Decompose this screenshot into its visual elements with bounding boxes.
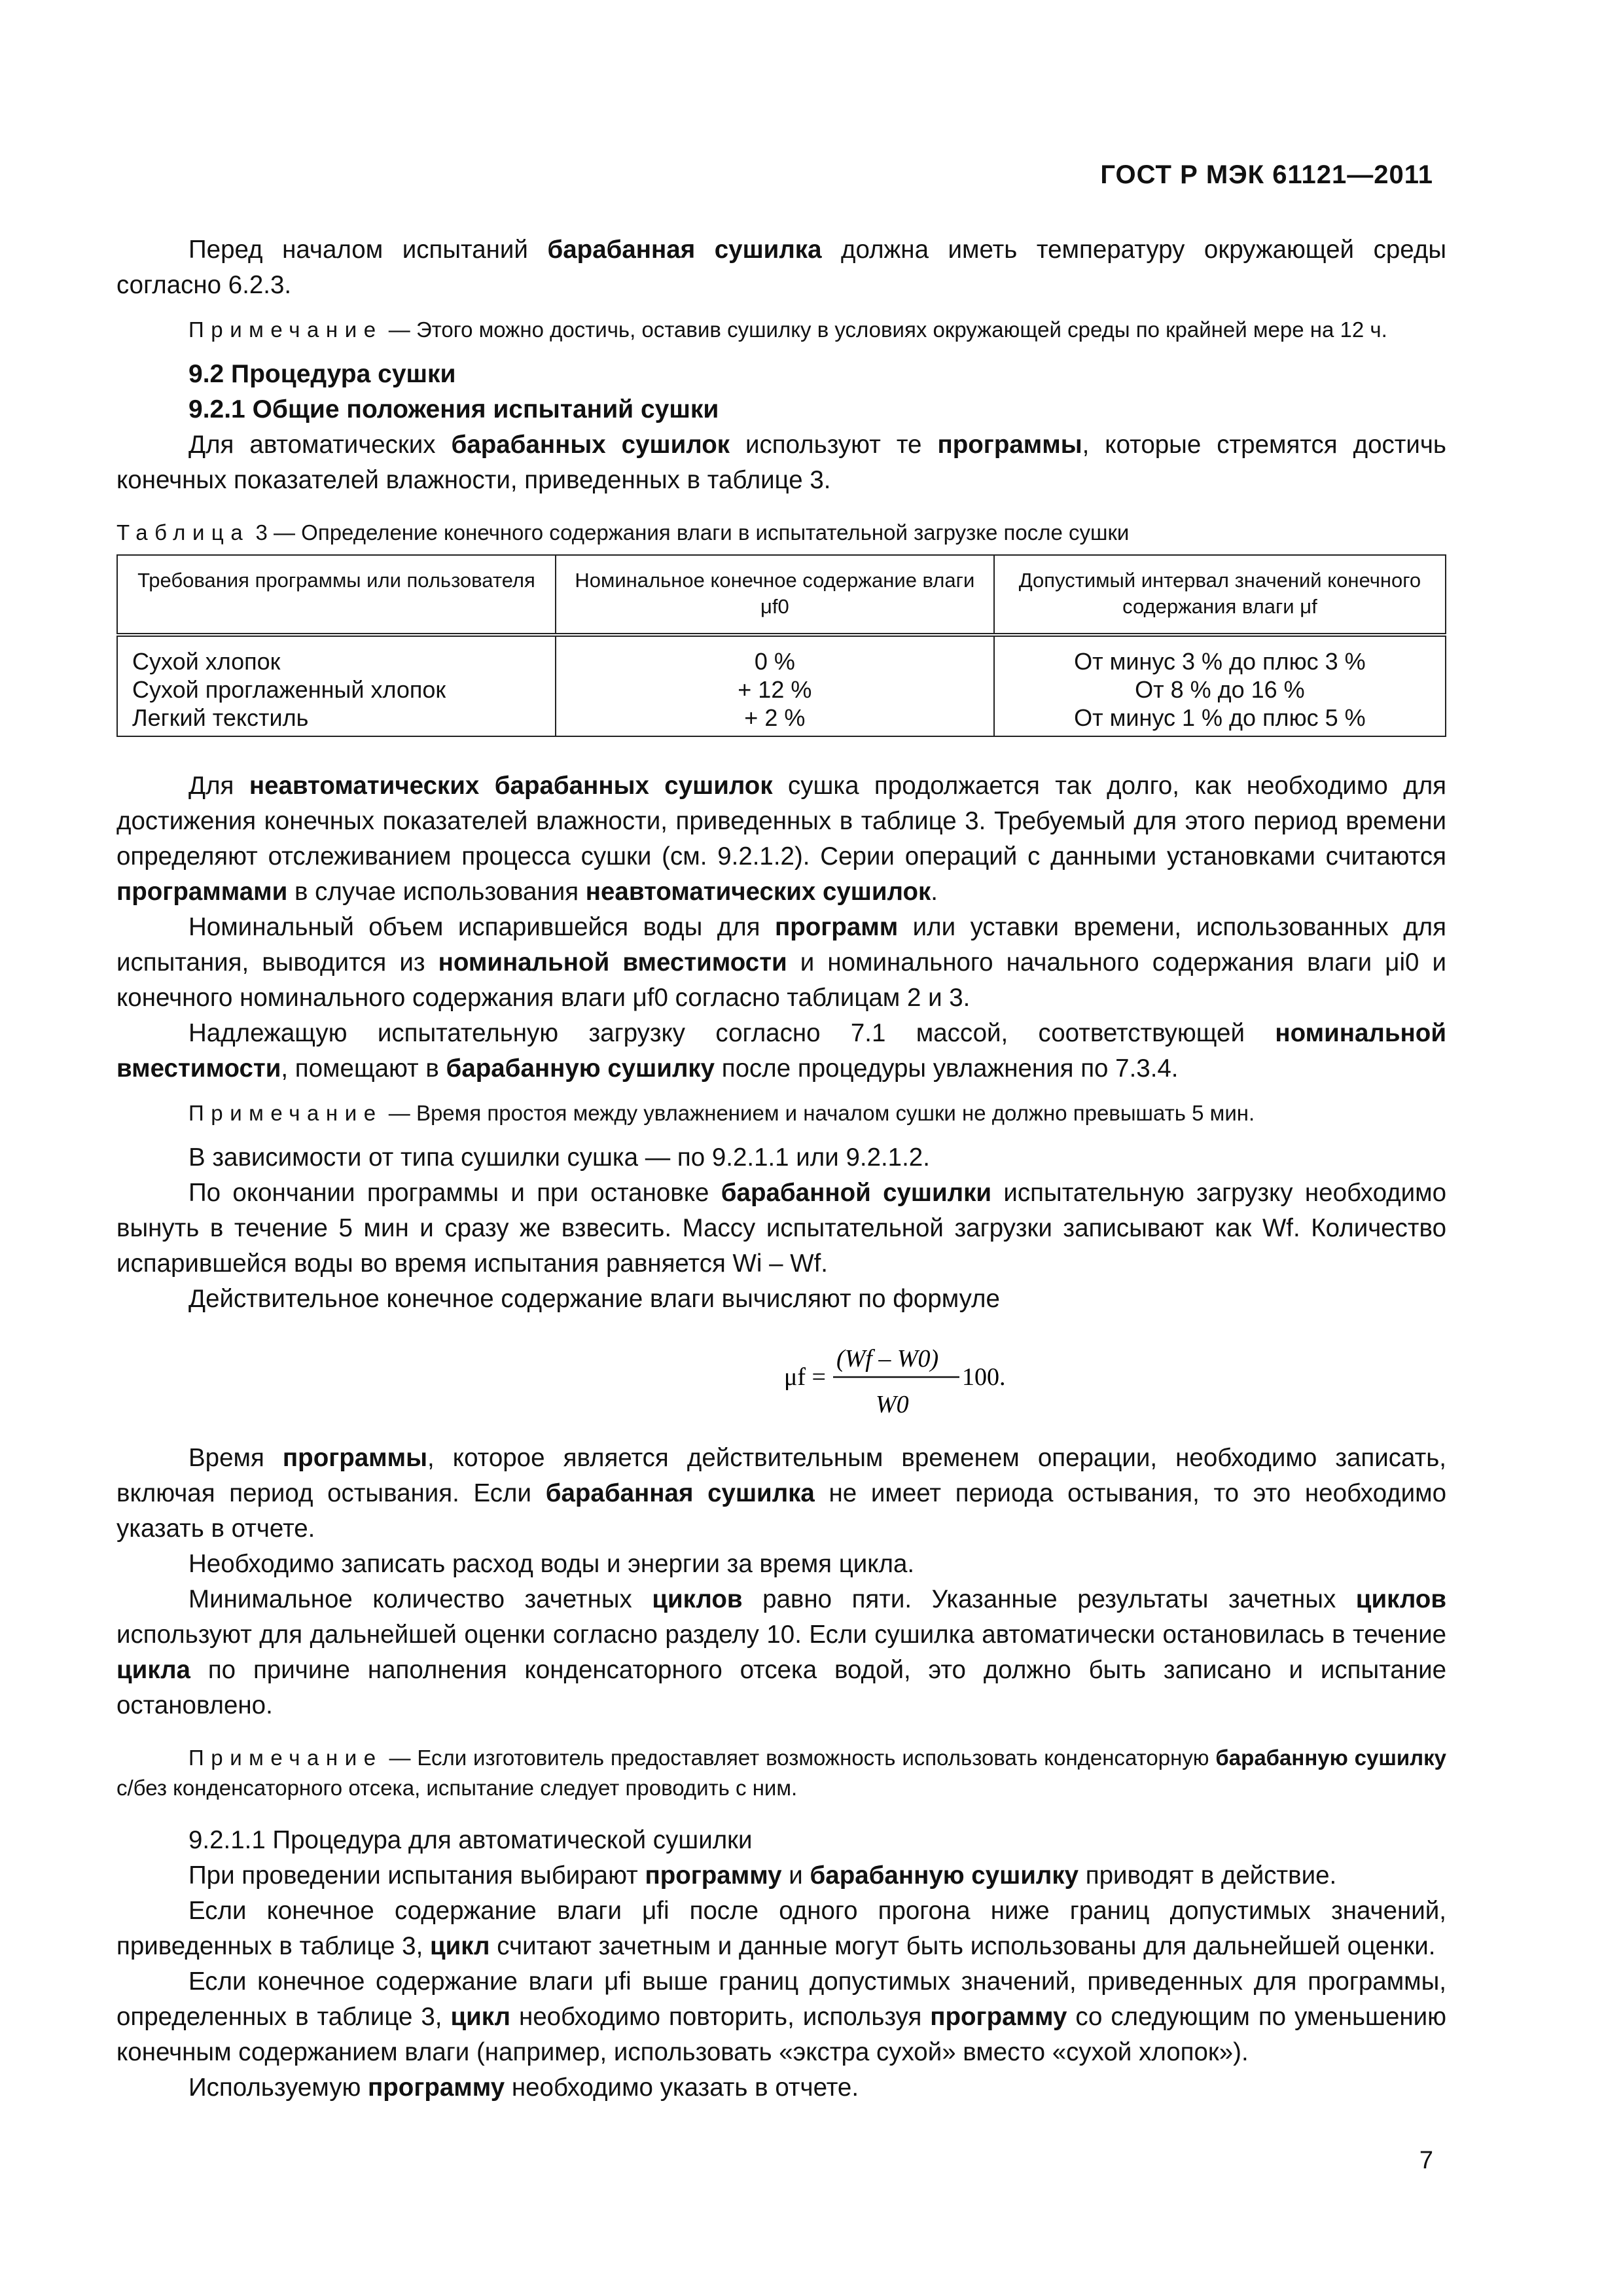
note: Примечание — Время простоя между увлажнением и началом сушки не должно превышать 5 мин. [188, 1101, 1255, 1125]
table-row: Легкий текстиль + 2 % От минус 1 % до плюс 5 % [117, 704, 1446, 736]
paragraph: Для автоматических барабанных сушилок используют те программы, которые стремятся достичь конечных показателей влажности, приведенных в таблице 3. [116, 431, 1446, 494]
subsection-heading: 9.2.1 Общие положения испытаний сушки [188, 395, 719, 423]
table-row: Сухой проглаженный хлопок + 12 % От 8 % до 16 % [117, 675, 1446, 704]
section-heading: 9.2 Процедура сушки [188, 360, 456, 388]
paragraph: При проведении испытания выбирают программу и барабанную сушилку приводят в действие. [188, 1861, 1337, 1890]
formula-denominator: W0 [876, 1391, 909, 1418]
paragraph: Если конечное содержание влаги μfi выше границ допустимых значений, приведенных для программы, определенных в таблице 3, цикл необходимо повторить, используя программу со следующим по уменьшению конечным содержанием влаги (например, использовать «экстра сухой» вместо «сухой хлопок»). [116, 1967, 1446, 2066]
paragraph: Надлежащую испытательную загрузку согласно 7.1 массой, соответствующей номинальной вместимости, помещают в барабанную сушилку после процедуры увлажнения по 7.3.4. [116, 1019, 1446, 1083]
paragraph: Действительное конечное содержание влаги вычисляют по формуле [188, 1285, 1000, 1313]
paragraph: По окончании программы и при остановке барабанной сушилки испытательную загрузку необходимо вынуть в течение 5 мин и сразу же взвесить. Массу испытательной загрузки записывают как Wf. Количество испарившейся воды во время испытания равняется Wi – Wf. [116, 1179, 1446, 1278]
page-number: 7 [1419, 2147, 1433, 2174]
paragraph: Для неавтоматических барабанных сушилок сушка продолжается так долго, как необходимо для достижения конечных показателей влажности, приведенных в таблице 3. Требуемый для этого период времени определяют отслеживанием процесса сушки (см. 9.2.1.2). Серии операций с данными установками считаются программами в случае использования неавтоматических сушилок. [116, 772, 1447, 906]
formula-numerator: (Wf – W0) [836, 1345, 939, 1372]
formula-graphic [673, 1327, 1065, 1429]
note: Примечание — Если изготовитель предоставляет возможность использовать конденсаторную барабанную сушилку с/без конденсаторного отсека, испытание следует проводить с ним. [116, 1746, 1446, 1800]
standard-header: ГОСТ Р МЭК 61121—2011 [1100, 160, 1433, 189]
formula-lhs: μf = [784, 1363, 826, 1391]
paragraph: Время программы, которое является действительным временем операции, необходимо записать, включая период остывания. Если барабанная сушилка не имеет периода остывания, то это необходимо указать в отчете. [116, 1444, 1446, 1543]
note: Примечание — Этого можно достичь, оставив сушилку в условиях окружающей среды по крайней мере на 12 ч. [188, 317, 1387, 342]
formula-tail: 100. [962, 1363, 1006, 1391]
paragraph: Используемую программу необходимо указать в отчете. [188, 2073, 859, 2102]
paragraph: Если конечное содержание влаги μfi после одного прогона ниже границ допустимых значений, приведенных в таблице 3, цикл считают зачетным и данные могут быть использованы для дальнейшей оценки. [116, 1897, 1446, 1960]
paragraph: Минимальное количество зачетных циклов равно пяти. Указанные результаты зачетных циклов используют для дальнейшей оценки согласно разделу 10. Если сушилка автоматически остановилась в течение цикла по причине наполнения конденсаторного отсека водой, это должно быть записано и испытание остановлено. [116, 1585, 1446, 1719]
paragraph: Необходимо записать расход воды и энергии за время цикла. [188, 1550, 915, 1578]
table-caption: Таблица 3 — Определение конечного содержания влаги в испытательной загрузке после сушки [116, 520, 1130, 545]
paragraph: Номинальный объем испарившейся воды для программ или уставки времени, использованных для испытания, выводится из номинальной вместимости и номинального начального содержания влаги μi0 и конечного номинального содержания влаги μf0 согласно таблицам 2 и 3. [116, 913, 1446, 1012]
paragraph: Перед началом испытаний барабанная сушилка должна иметь температуру окружающей среды согласно 6.2.3. [116, 236, 1446, 299]
table-header-cell: Допустимый интервал значений конечного содержания влаги μf [994, 555, 1446, 635]
table-header-cell: Номинальное конечное содержание влаги μf0 [556, 555, 994, 635]
moisture-formula [116, 1327, 1446, 1429]
paragraph: В зависимости от типа сушилки сушка — по 9.2.1.1 или 9.2.1.2. [188, 1143, 930, 1172]
subsubsection-heading: 9.2.1.1 Процедура для автоматической сушилки [188, 1826, 753, 1854]
moisture-table [116, 554, 1446, 737]
document-body [116, 232, 1446, 2106]
table-row: Сухой хлопок 0 % От минус 3 % до плюс 3 % [117, 635, 1446, 675]
table-header-cell: Требования программы или пользователя [117, 555, 556, 635]
